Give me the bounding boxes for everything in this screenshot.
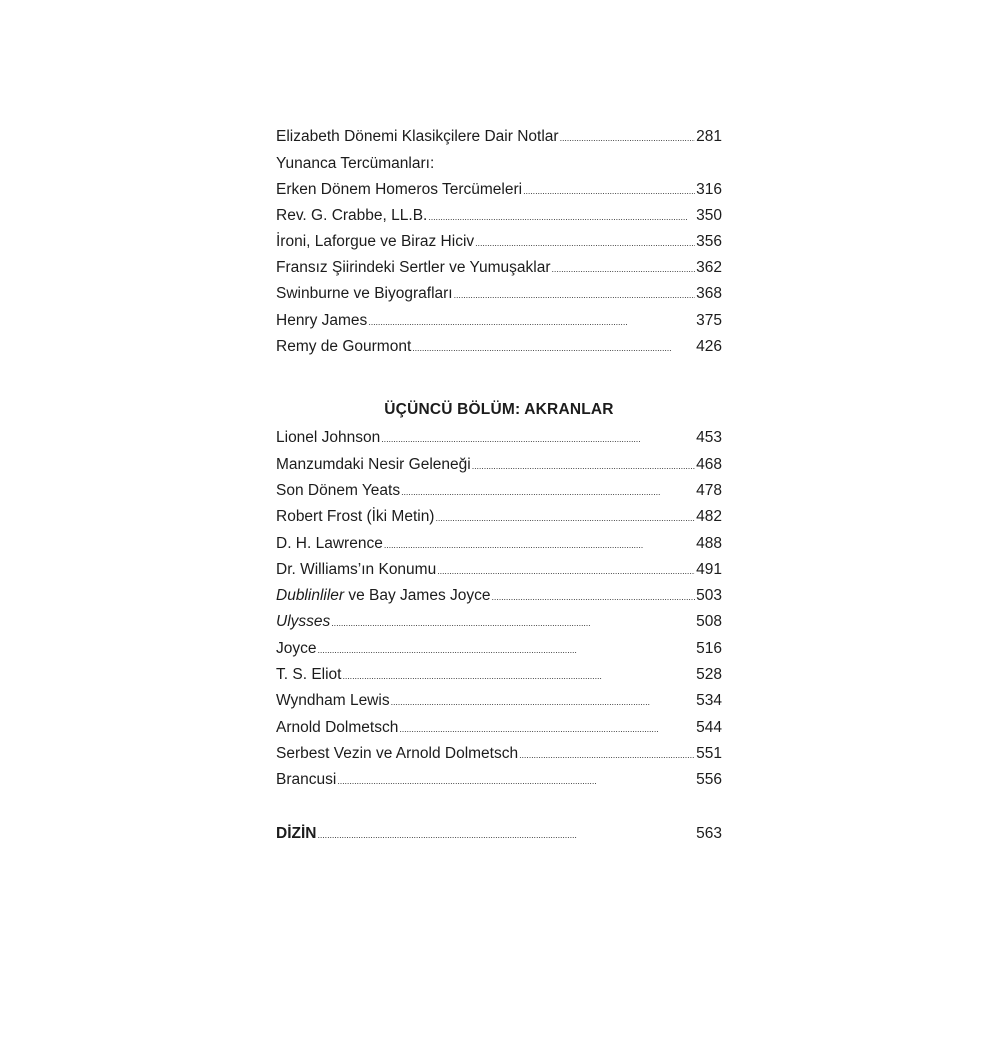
toc-entry-title: Elizabeth Dönemi Klasikçilere Dair Notlar: [276, 128, 559, 145]
toc-entry[interactable]: [276, 557, 722, 583]
toc-entry-page: 482: [696, 508, 722, 526]
toc-entry-title: Manzumdaki Nesir Geleneği: [276, 455, 471, 473]
dot-leader: [391, 688, 696, 715]
dot-leader: [492, 583, 696, 610]
toc-entry-page: 528: [696, 666, 722, 684]
toc-entry-page: 503: [696, 587, 722, 605]
toc-entry[interactable]: [276, 636, 722, 662]
toc-entry[interactable]: [276, 688, 722, 714]
toc-entry-title: Son Dönem Yeats: [276, 481, 401, 499]
toc-entry-page: 556: [696, 771, 722, 789]
toc-entry[interactable]: [276, 662, 722, 688]
toc-entry-page: 544: [696, 718, 722, 736]
dot-leader: [428, 203, 695, 230]
table-of-contents: [276, 124, 722, 847]
toc-entry-title: [276, 609, 330, 635]
toc-entry-page: 508: [696, 613, 722, 631]
dot-leader: [552, 255, 696, 282]
toc-entry-title: Lionel Johnson: [276, 429, 381, 447]
toc-entry-title: Henry James: [276, 311, 368, 329]
dot-leader: [342, 662, 695, 689]
toc-entry-page: 551: [696, 744, 722, 762]
toc-entry[interactable]: [276, 715, 722, 741]
dot-leader: [560, 124, 696, 151]
toc-entry-page: 478: [696, 481, 722, 499]
toc-entry[interactable]: [276, 425, 722, 451]
toc-entry[interactable]: [276, 124, 722, 150]
dot-leader: [384, 531, 695, 558]
toc-entry[interactable]: [276, 531, 722, 557]
toc-entry[interactable]: [276, 203, 722, 229]
toc-entry[interactable]: [276, 583, 722, 609]
toc-entry-page: 316: [696, 180, 722, 198]
toc-entry-title: Serbest Vezin ve Arnold Dolmetsch: [276, 744, 519, 762]
toc-entry-title: Robert Frost (İki Metin): [276, 508, 435, 526]
toc-entry-title: Erken Dönem Homeros Tercümeleri: [276, 180, 523, 198]
toc-entry-title: Brancusi: [276, 771, 337, 789]
toc-entry-title: Rev. G. Crabbe, LL.B.: [276, 206, 428, 224]
dot-leader: [381, 425, 695, 452]
toc-entry-page: 534: [696, 692, 722, 710]
toc-entry-title: Wyndham Lewis: [276, 692, 390, 710]
toc-entry[interactable]: [276, 609, 722, 635]
toc-entry-title: Fransız Şiirindeki Sertler ve Yumuşaklar: [276, 259, 551, 277]
dot-leader: [337, 767, 695, 794]
toc-entry[interactable]: [276, 281, 722, 307]
toc-entry-title-line1: Yunanca Tercümanları:: [276, 155, 435, 173]
toc-entry[interactable]: [276, 767, 722, 793]
toc-entry-page: 350: [696, 206, 722, 224]
dot-leader: [523, 178, 695, 203]
toc-entry-page: 426: [696, 338, 722, 356]
toc-entry-page: 356: [696, 232, 722, 250]
toc-entry-page: 453: [696, 429, 722, 447]
toc-entry-title: DİZİN: [276, 824, 317, 842]
dot-leader: [435, 504, 695, 531]
toc-entry-index[interactable]: [276, 821, 722, 847]
toc-entry-title: [276, 583, 491, 609]
toc-entry-page: 468: [696, 455, 722, 473]
toc-entry[interactable]: [276, 255, 722, 281]
dot-leader: [454, 281, 696, 308]
dot-leader: [318, 636, 696, 663]
dot-leader: [401, 478, 695, 505]
toc-entry[interactable]: [276, 150, 722, 202]
toc-entry[interactable]: [276, 308, 722, 334]
toc-entry-title-italic: Ulysses: [276, 613, 331, 631]
spacer: [276, 794, 722, 821]
toc-entry-page: 563: [696, 824, 722, 842]
toc-entry-title: Remy de Gourmont: [276, 338, 412, 356]
toc-entry[interactable]: [276, 334, 722, 360]
dot-leader: [519, 741, 695, 768]
dot-leader: [317, 821, 695, 848]
toc-entry-page: 488: [696, 534, 722, 552]
toc-entry[interactable]: [276, 452, 722, 478]
dot-leader: [399, 715, 695, 742]
dot-leader: [475, 229, 695, 256]
dot-leader: [331, 609, 695, 636]
dot-leader: [368, 308, 695, 335]
toc-entry-title-italic: Dublinliler: [276, 587, 345, 605]
toc-entry-title: Joyce: [276, 639, 317, 657]
section-heading: ÜÇÜNCÜ BÖLÜM: AKRANLAR: [384, 401, 614, 419]
toc-entry[interactable]: [276, 478, 722, 504]
toc-entry-page: 375: [696, 311, 722, 329]
toc-entry-title: T. S. Eliot: [276, 666, 342, 684]
toc-entry-page: 368: [696, 285, 722, 303]
toc-entry-title: Dr. Williams’ın Konumu: [276, 560, 437, 578]
toc-entry-page: 362: [696, 259, 722, 277]
toc-entry-page: 516: [696, 639, 722, 657]
toc-entry-title-rest: ve Bay James Joyce: [344, 587, 491, 605]
dot-leader: [437, 557, 695, 584]
dot-leader: [412, 334, 695, 361]
toc-entry[interactable]: [276, 741, 722, 767]
toc-entry-page: 491: [696, 560, 722, 578]
toc-entry-title: İroni, Laforgue ve Biraz Hiciv: [276, 232, 475, 250]
toc-entry-title: Arnold Dolmetsch: [276, 718, 399, 736]
toc-entry[interactable]: [276, 504, 722, 530]
toc-entry-title: Swinburne ve Biyografları: [276, 285, 453, 303]
toc-entry[interactable]: [276, 229, 722, 255]
toc-entry-title: D. H. Lawrence: [276, 534, 383, 552]
dot-leader: [472, 452, 695, 479]
toc-entry-page: 281: [696, 128, 722, 145]
